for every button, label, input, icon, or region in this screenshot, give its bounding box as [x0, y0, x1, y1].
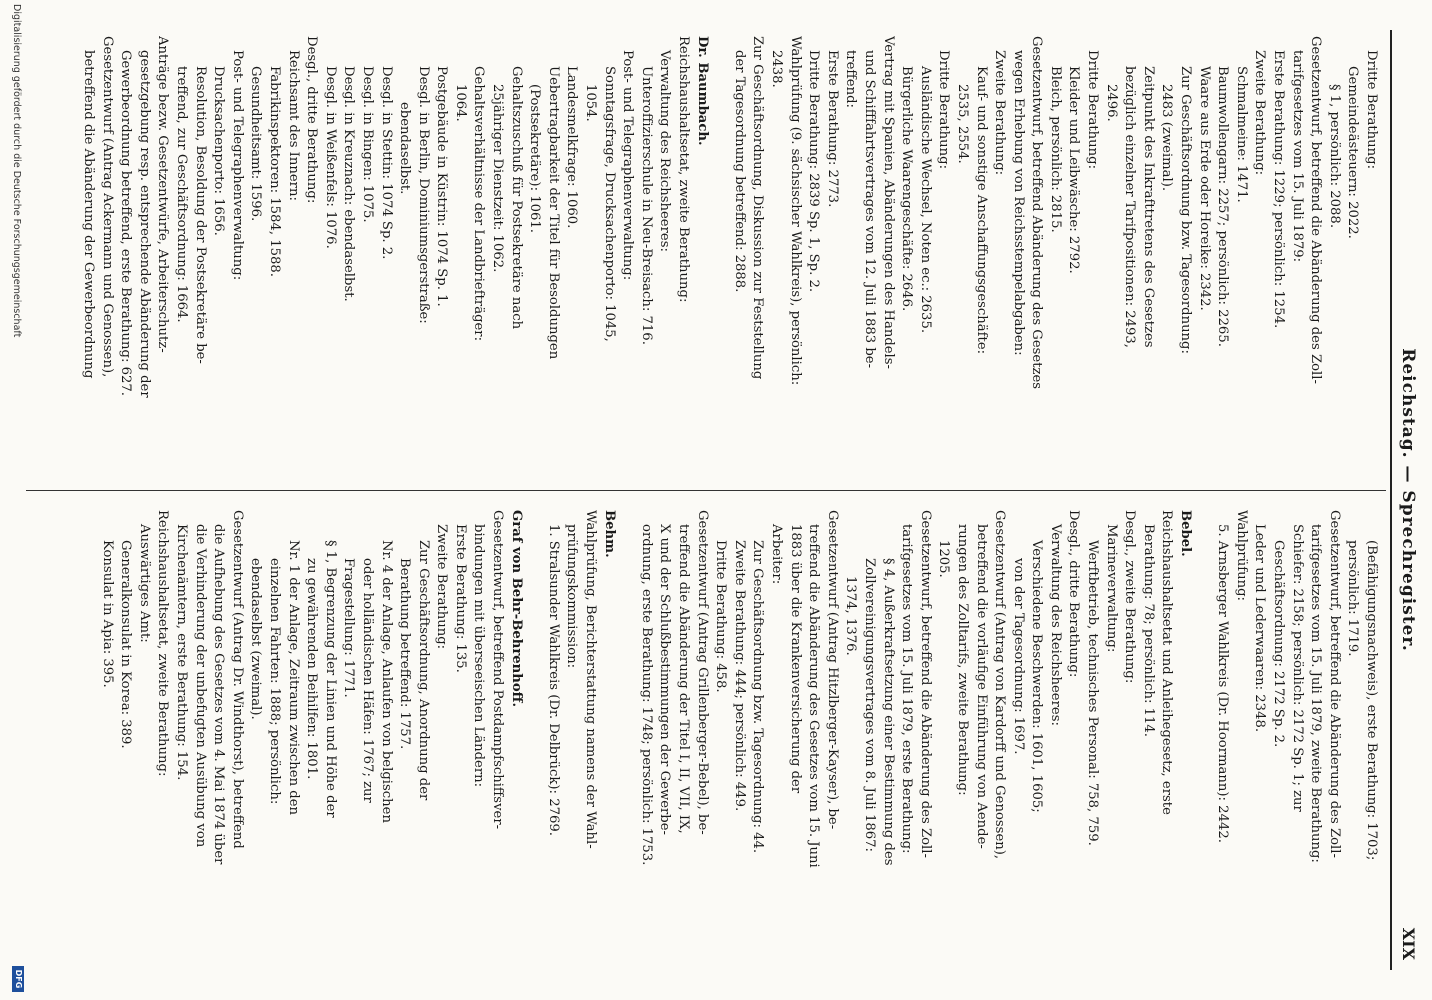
register-entry-line: Reichshaushaltsetat, zweite Berathung:	[155, 510, 171, 777]
register-entry-line: Waare aus Erde oder Horeike: 2342.	[1196, 66, 1212, 311]
register-entry-line: Anträge bezw. Gesetzentwürfe, Arbeiterschutz-	[155, 36, 171, 353]
register-entry-line: 1. Stralsunder Wahlkreis (Dr. Delbrück): 2769.	[545, 524, 561, 836]
register-entry-line: Reichshaushaltsetat und Anleihegesetz, erste	[1159, 510, 1175, 815]
register-entry-line: Zweite Berathung:	[1252, 50, 1268, 176]
register-entry-line: Drucksachenporto: 1656.	[211, 66, 227, 236]
register-entry-line: Schiefer: 2158; persönlich: 2172 Sp. 1; zur	[1289, 524, 1305, 812]
register-entry-line: Dritte Berathung: 2839 Sp. 1, Sp. 2.	[806, 50, 822, 293]
register-entry-line: Dritte Berathung:	[1364, 50, 1379, 170]
register-entry-line: Gesetzentwurf (Antrag Ackermann und Genossen),	[99, 36, 115, 378]
running-title: Reichstag. — Sprechregister.	[1398, 348, 1418, 652]
register-entry-line: Nr. 1 der Anlage, Zeitraum zwischen den	[285, 540, 301, 815]
register-entry-line: Zur Geschäftsordnung bzw. Tagesordnung:	[1178, 66, 1194, 354]
register-entry-line: Wahlprüfung (9. sächsischer Wahlkreis), persönlich:	[787, 36, 803, 386]
register-entry-line: Gesetzentwurf (Antrag Hitzlberger-Kayser), be-	[824, 510, 840, 830]
register-entry-line: Verschiedene Beschwerden: 1601, 1605;	[1029, 540, 1045, 813]
register-entry-line: Gehaltsverhältnisse der Landbriefträger:	[471, 66, 487, 342]
register-entry-line: Verwaltung des Reichsheeres:	[1047, 524, 1063, 726]
register-entry-line: Gewerbeordnung betreffend, erste Berathung: 627.	[118, 50, 134, 396]
register-entry-line: Kauf- und sonstige Anschaffungsgeschäfte:	[973, 66, 989, 355]
register-entry-line: treffend:	[843, 50, 859, 108]
register-entry-line: Desgl., dritte Berathung:	[304, 36, 320, 204]
register-entry-line: gesetzgebung resp. entsprechende Abänderung der	[136, 50, 152, 398]
blank-line	[711, 36, 730, 476]
register-entry-line: Gesetzentwurf (Antrag Grillenberger-Bebel), be-	[694, 510, 710, 835]
register-entry-line: Bleich, persönlich: 2815.	[1047, 66, 1063, 233]
register-entry-line: Gesetzentwurf (Antrag von Kardorff und Genossen),	[992, 510, 1008, 860]
register-entry-line: 25jähriger Dienstzeit: 1062.	[490, 84, 506, 273]
register-entry-line: 1054.	[583, 84, 599, 122]
register-entry-line: der Tagesordnung betreffend: 2888.	[731, 50, 747, 293]
register-entry-line: Dritte Berathung:	[936, 50, 952, 170]
register-entry-line: Gesetzentwurf, betreffend Abänderung des Gesetzes	[1029, 36, 1045, 390]
register-entry-line: Reichsamt des Innern:	[285, 50, 301, 201]
register-entry-line: treffend die Abänderung der Titel I, II, VII, IX,	[676, 524, 692, 834]
register-entry-line: Vertrag mit Spanien, Abänderungen des Handels-	[880, 36, 896, 370]
register-entry-line: Marineverwaltung:	[1103, 524, 1119, 653]
register-entry-line: Zur Geschäftsordnung bzw. Tagesordnung: 44.	[750, 540, 766, 854]
register-entry-line: 2496.	[1103, 84, 1119, 122]
register-entry-line: Resolution, Besoldung der Postsekretäre be-	[192, 66, 208, 364]
blank-line	[1194, 510, 1213, 950]
register-entry-line: Landesmelkfrage: 1060.	[564, 66, 580, 229]
register-entry-line: die Aufhebung des Gesetzes vom 4. Mai 1874 über	[211, 524, 227, 865]
speaker-name: Dr. Baumbach.	[694, 36, 710, 146]
register-entry-line: rungen des Zolltarifs, zweite Berathung:	[954, 524, 970, 796]
register-entry-line: Geschäftsordnung: 2172 Sp. 2.	[1271, 540, 1287, 748]
register-entry-line: ebendaselbst.	[397, 102, 413, 195]
register-entry-line: Baumwollengarn: 2257; persönlich: 2265.	[1215, 66, 1231, 347]
register-entry-line: Nr. 4 der Anlage, Anlaufen von belgischen	[378, 540, 394, 823]
register-entry-line: Gehaltszuschuß für Postsekretäre nach	[508, 66, 524, 330]
register-entry-line: Post- und Telegraphenverwaltung:	[229, 50, 245, 281]
register-entry-line: treffend die Abänderung des Gesetzes vom 15. Juni	[806, 524, 822, 868]
register-entry-line: 2483 (zweimal).	[1159, 84, 1175, 192]
register-entry-line: Gesetzentwurf (Antrag Dr. Windthorst), betreffend	[229, 510, 245, 849]
register-entry-line: Erste Berathung: 135.	[452, 524, 468, 673]
register-entry-line: Zur Geschäftsordnung, Anordnung der	[415, 540, 431, 801]
register-entry-line: wegen Erhebung von Reichsstempelabgaben:	[1010, 50, 1026, 356]
register-entry-line: Auswärtiges Amt:	[136, 524, 152, 643]
register-entry-line: Gemeindeästeuern: 2022.	[1345, 66, 1361, 239]
blank-line	[618, 510, 637, 950]
register-entry-line: Fragestellung: 1771.	[341, 558, 357, 698]
register-entry-line: oder holländischen Häfen: 1767; zur	[359, 558, 375, 803]
page-header	[1392, 40, 1418, 960]
register-entry-line: Desgl. in Stettin: 1074 Sp. 2.	[378, 66, 394, 260]
register-entry-line: § 1, persönlich: 2088.	[1326, 84, 1342, 229]
register-entry-line: 2438.	[769, 50, 784, 88]
register-entry-line: von der Tagesordnung: 1697.	[1010, 558, 1026, 755]
register-entry-line: Erste Berathung: 2773.	[824, 50, 840, 208]
register-entry-line: Kirchenämtern, erste Berathung: 154.	[174, 524, 189, 781]
register-entry-line: Berathung: 78; persönlich: 114.	[1140, 524, 1156, 737]
register-entry-line: ebendaselbst (zweimal).	[248, 558, 264, 720]
register-entry-line: Uebertragbarkeit der Titel für Besoldungen	[545, 66, 561, 360]
register-entry-line: prüfungskommission:	[564, 524, 580, 669]
register-entry-line: Schmalmeine: 1471.	[1233, 66, 1249, 203]
register-entry-line: Zeitpunkt des Inkrafttretens des Gesetzes	[1140, 66, 1156, 348]
speaker-name: Graf von Behr-Behrenhoff.	[508, 510, 524, 708]
footer-credit: Digitalisierung gefördert durch die Deutsche Forschungsgemeinschaft	[11, 4, 22, 338]
register-entry-line: Ausländische Wechsel, Noten ec.: 2635.	[917, 66, 933, 334]
header-rule	[1390, 30, 1392, 970]
register-entry-line: tarifgesetzes vom 15. Juli 1879, zweite Berathung:	[1308, 524, 1324, 863]
register-entry-line: Leder und Lederwaaren: 2348.	[1252, 524, 1268, 733]
register-entry-line: X und der Schlußbestimmungen der Gewerbe-	[657, 524, 673, 836]
register-entry-line: Desgl., zweite Berathung:	[1122, 510, 1138, 684]
register-entry-line: Desgl., dritte Berathung:	[1066, 510, 1082, 678]
left-column	[20, 36, 1380, 476]
register-entry-line: Zweite Berathung:	[434, 524, 450, 650]
register-entry-line: betreffend die vorläufige Einführung von Aende-	[973, 524, 989, 849]
register-entry-line: Desgl. in Bingen: 1075.	[359, 66, 375, 223]
register-entry-line: ordnung, erste Berathung: 1748; persönlich: 1753.	[638, 524, 654, 866]
register-entry-line: Post- und Telegraphenverwaltung:	[620, 50, 636, 281]
register-entry-line: Generalkonsulat in Korea: 389.	[118, 540, 134, 749]
register-entry-line: Fabrikinspektoren: 1584, 1588.	[266, 66, 282, 277]
register-entry-line: treffend, zur Geschäftsordnung: 1664.	[174, 66, 189, 323]
register-entry-line: 2535, 2554.	[954, 84, 970, 164]
register-entry-line: Arbeiter:	[769, 524, 784, 585]
speaker-name: Bebel.	[1178, 510, 1194, 557]
register-entry-line: bezüglich einzelner Tarifpositionen: 2493,	[1122, 66, 1138, 348]
register-entry-line: betreffend die Abänderung der Gewerbeordnung	[81, 50, 97, 379]
register-entry-line: Gesetzentwurf, betreffend die Abänderung des Zoll-	[1326, 510, 1342, 858]
register-entry-line: Gesetzentwurf, betreffend die Abänderung des Zoll-	[1308, 36, 1324, 384]
register-entry-line: (Befähigungsnachweis), erste Berathung: 1703;	[1364, 540, 1379, 861]
register-entry-line: Werftbetrieb, technisches Personal: 758, 759.	[1085, 540, 1101, 846]
register-entry-line: 1374, 1376.	[843, 576, 859, 656]
register-entry-line: § 1, Begrenzung der Linien und Höhe der	[322, 540, 338, 818]
register-entry-line: tarifgesetzes vom 15. Juli 1879, erste Berathung:	[899, 524, 915, 854]
register-entry-line: Erste Berathung: 1229; persönlich: 1254.	[1271, 50, 1287, 329]
right-column	[20, 510, 1380, 950]
speaker-name: Behm.	[601, 510, 617, 558]
register-entry-line: Dritte Berathung:	[1085, 50, 1101, 170]
register-entry-line: Kleider und Leibwäsche: 2792.	[1066, 66, 1082, 274]
register-entry-line: Zweite Berathung:	[992, 50, 1008, 176]
register-entry-line: Wahlprüfung, Berichterstattung namens der Wahl-	[583, 510, 599, 849]
register-entry-line: Unteroffizierschule in Neu-Breisach: 716.	[638, 66, 654, 345]
register-entry-line: Zollvereinigungsvertrages vom 8. Juli 1867:	[861, 558, 877, 852]
register-entry-line: und Schifffahrtsvertrages vom 12. Juli 1883 be-	[861, 50, 877, 369]
register-entry-line: Sonntagsfrage, Drucksachenporto: 1045,	[601, 66, 617, 342]
register-entry-line: Dritte Berathung: 458.	[713, 540, 729, 693]
register-entry-line: Zur Geschäftsordnung, Diskussion zur Feststellung	[750, 36, 766, 380]
dfg-logo: DFG	[12, 966, 24, 992]
register-entry-line: tarifgesetzes vom 15. Juli 1879:	[1289, 50, 1305, 263]
register-entry-line: persönlich: 1719.	[1345, 540, 1361, 657]
digitization-footer	[6, 0, 28, 1000]
register-entry-line: 1883 über die Krankenversicherung der	[787, 524, 803, 794]
register-entry-line: Gesundheitsamt: 1596.	[248, 66, 264, 222]
column-divider	[26, 490, 1386, 491]
register-entry-line: (Postsekretäre): 1061.	[527, 84, 543, 233]
register-entry-line: bindungen mit überseeischen Ländern:	[471, 524, 487, 788]
register-entry-line: Bürgerliche Waarengeschäfte: 2646.	[899, 66, 915, 312]
register-entry-line: Gesetzentwurf, betreffend Postdampfschiffsver-	[490, 510, 506, 830]
blank-line	[525, 510, 544, 950]
register-entry-line: 5. Arnsberger Wahlkreis (Dr. Hoormann): 2442.	[1215, 524, 1231, 843]
register-entry-line: Desgl. in Berlin, Dominiumsgerstraße:	[415, 66, 431, 324]
register-entry-line: 1205.	[936, 540, 952, 578]
register-entry-line: Reichshaushaltsetat, zweite Berathung:	[676, 36, 692, 303]
register-entry-line: Gesetzentwurf, betreffend die Abänderung des Zoll-	[917, 510, 933, 858]
register-entry-line: Konsulat in Apia: 395.	[99, 540, 115, 688]
register-entry-line: zu gewährenden Beihilfen: 1801.	[304, 558, 320, 780]
register-entry-line: Berathung betreffend: 1757.	[397, 558, 413, 750]
register-entry-line: Wahlprüfung:	[1233, 510, 1249, 601]
register-entry-line: Verwaltung des Reichsheeres:	[657, 50, 673, 252]
page-number: XIX	[1399, 927, 1418, 960]
register-entry-line: Desgl. in Kreuznach: ebendaselbst.	[341, 66, 357, 302]
register-entry-line: § 4, Außerkraftsetzung einer Bestimmung des	[880, 558, 896, 866]
register-entry-line: Zweite Berathung: 444; persönlich: 449.	[731, 540, 747, 812]
register-entry-line: 1064.	[452, 84, 468, 122]
register-entry-line: einzelnen Fahrten: 1888; persönlich:	[266, 558, 282, 805]
register-entry-line: die Verhinderung der unbefugten Ausübung von	[192, 524, 208, 848]
register-entry-line: Postgebäude in Küstrin: 1074 Sp. 1.	[434, 66, 450, 307]
register-entry-line: Desgl. in Weißenfels: 1076.	[322, 66, 338, 249]
